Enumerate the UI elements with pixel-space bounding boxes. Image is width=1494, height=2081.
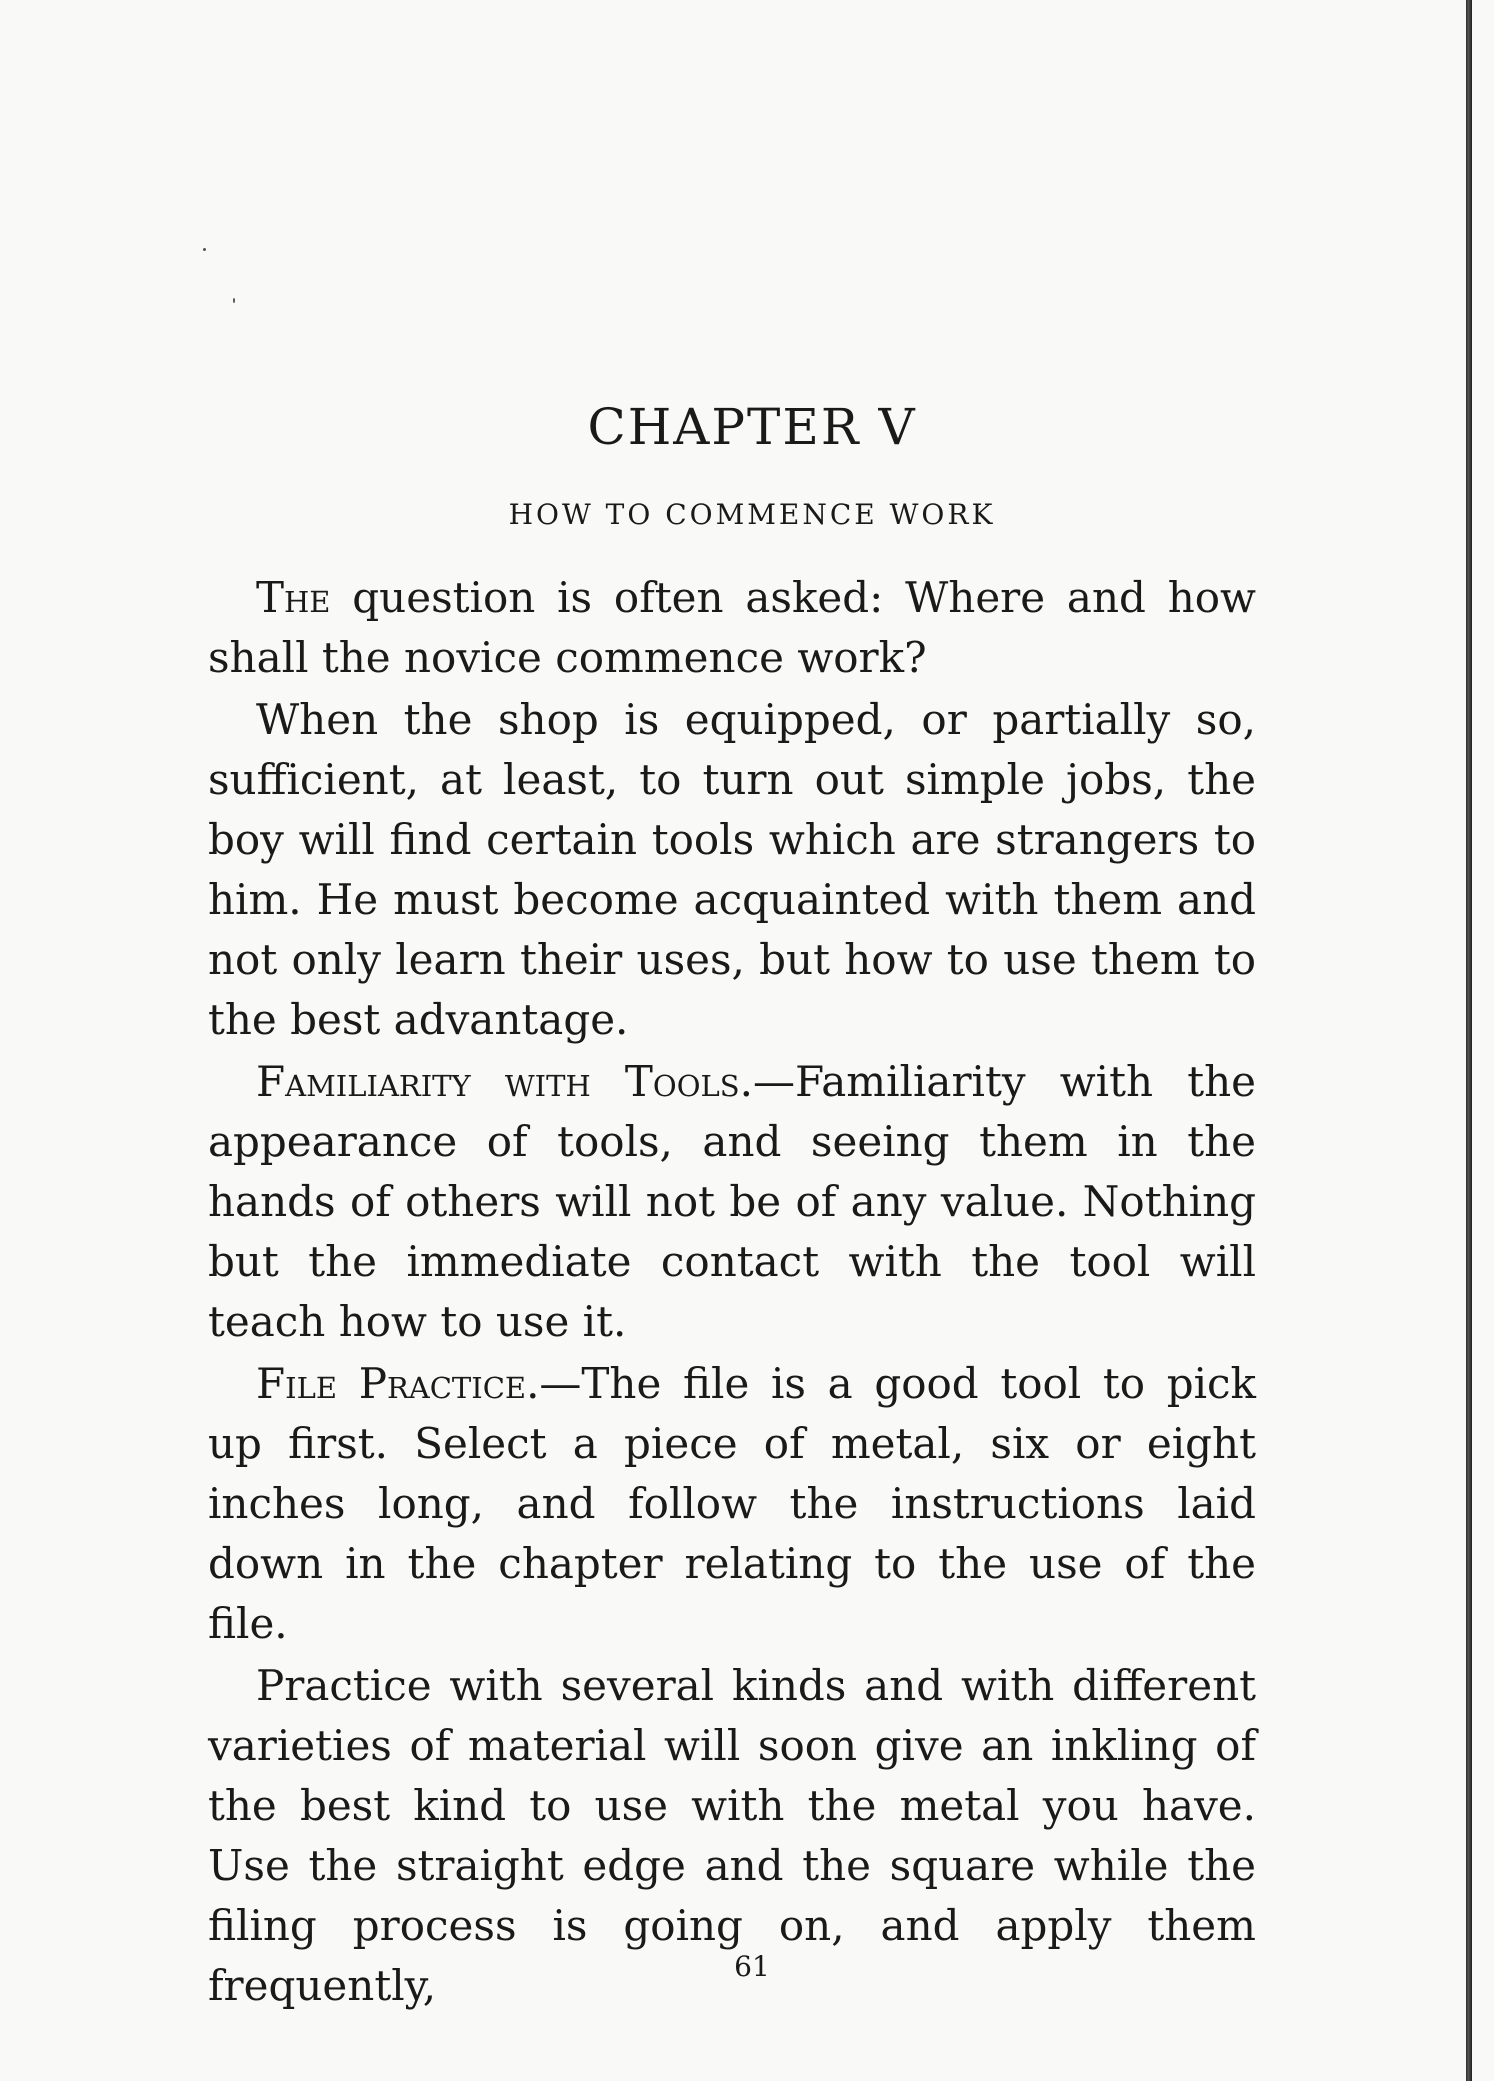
ink-speck bbox=[203, 248, 206, 251]
section-heading-familiarity: Familiarity with Tools. bbox=[256, 1057, 753, 1106]
paragraph-text: —The file is a good tool to pick up first. Select a piece of metal, six or eight inches long, and follow the instructions laid down in the chapter relating to the use of the file. bbox=[208, 1359, 1256, 1648]
paragraph-lead: The bbox=[256, 573, 331, 622]
paragraph bbox=[208, 1052, 1256, 1352]
paragraph-text: Practice with several kinds and with different varieties of material will soon give an inkling of the best kind to use with the metal you have. Use the straight edge and the square while the filing process is going on, and apply them frequently, bbox=[208, 1661, 1256, 2010]
chapter-title: CHAPTER V bbox=[587, 398, 917, 456]
paragraph bbox=[208, 690, 1256, 1050]
paragraph bbox=[208, 568, 1256, 688]
paragraph bbox=[208, 1354, 1256, 1654]
paragraph-text: When the shop is equipped, or partially so, sufficient, at least, to turn out simple jobs, the boy will find certain tools which are strangers to him. He must become acquainted with them and not only learn their uses, but how to use them to the best advantage. bbox=[208, 695, 1256, 1044]
ink-speck bbox=[233, 298, 235, 303]
paragraph-text: question is often asked: Where and how shall the novice commence work? bbox=[208, 573, 1256, 682]
page-number: 61 bbox=[734, 1950, 770, 1983]
chapter-subtitle: HOW TO COMMENCE WORK bbox=[508, 498, 996, 531]
paragraph-text: —Familiarity with the appearance of tools, and seeing them in the hands of others will not be of any value. Nothing but the immediate contact with the tool will teach how to use it. bbox=[208, 1057, 1256, 1346]
binding-edge-shadow bbox=[1466, 0, 1472, 2081]
body-text bbox=[208, 568, 1256, 2018]
section-heading-file-practice: File Practice. bbox=[256, 1359, 540, 1408]
